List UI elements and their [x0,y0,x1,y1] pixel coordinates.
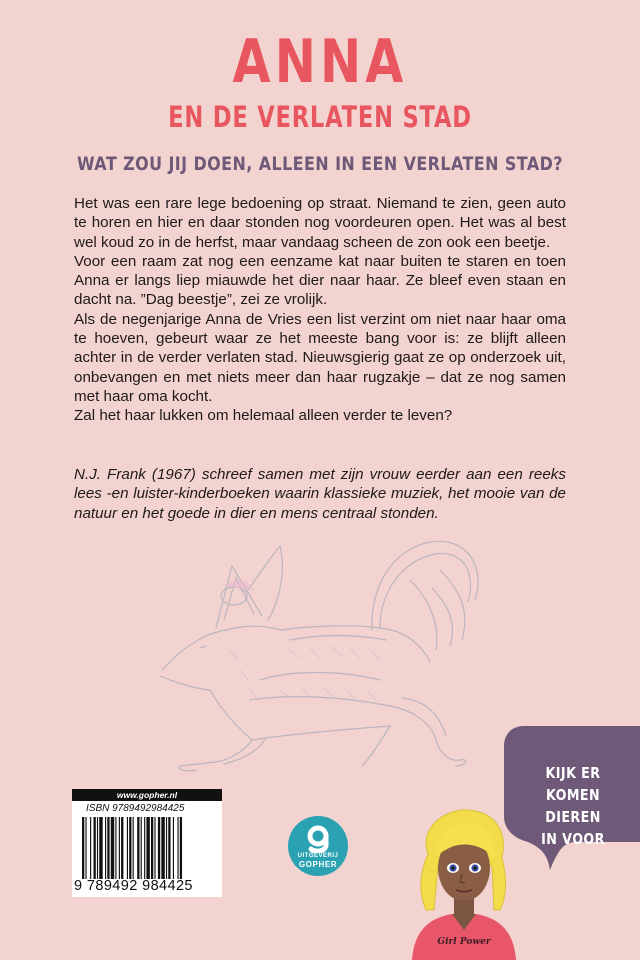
blurb-paragraph: Als de negenjarige Anna de Vries een list verzint om niet naar haar oma te hoeven, gebeurt waar ze het meeste bang voor is: ze blijft alleen achter in de verder verlaten stad. Nieuwsgierig gaat ze op onderzoek uit, onbevangen en met niets meer dan haar rugzakje – dat ze nog samen met haar oma kocht. [74,310,566,405]
publisher-logo [288,816,348,876]
bubble-line: KOMEN DIEREN [545,786,601,826]
bubble-text [523,762,623,850]
girl-illustration [398,806,528,960]
publisher-website: www.gopher.nl [72,789,222,801]
book-subtitle: EN DE VERLATEN STAD [168,100,472,134]
publisher-name: GOPHER [298,860,338,869]
dog-illustration [140,530,540,775]
blurb-paragraph: Zal het haar lukken om helemaal alleen verder te leven? [74,407,453,425]
blurb [74,194,566,426]
bubble-line: KIJK ER [545,764,601,782]
gopher-g-icon [302,825,334,853]
book-title: ANNA [232,27,408,97]
blurb-paragraph: Het was een rare lege bedoening op straat. Niemand te zien, geen auto te horen en hier en daar stonden nog voordeuren open. Het was al best wel koud zo in de herfst, maar vandaag scheen de zon ook een beetje. [74,195,566,251]
barcode-icon [80,817,216,879]
tagline: WAT ZOU JIJ DOEN, ALLEEN IN EEN VERLATEN STAD? [76,153,563,175]
bubble-line: IN VOOR [541,830,605,848]
isbn-label: ISBN 9789492984425 [86,803,185,814]
blurb-paragraph: Voor een raam zat nog een eenzame kat naar buiten te staren en toen Anna er langs liep miauwde het dier naar haar. Ze bleef even staan en dacht na. ”Dag beestje”, zei ze vrolijk. [74,252,566,309]
isbn-digits: 9 789492 984425 [74,878,193,894]
shirt-text: Girl Power [437,937,491,947]
author-note: N.J. Frank (1967) schreef samen met zijn vrouw eerder aan een reeks lees -en luister-kinderboeken waarin klassieke muziek, het mooie van de natuur en het goede in dier en mens centraal stonden. [74,466,566,522]
publisher-label: UITGEVERIJ [297,853,339,859]
